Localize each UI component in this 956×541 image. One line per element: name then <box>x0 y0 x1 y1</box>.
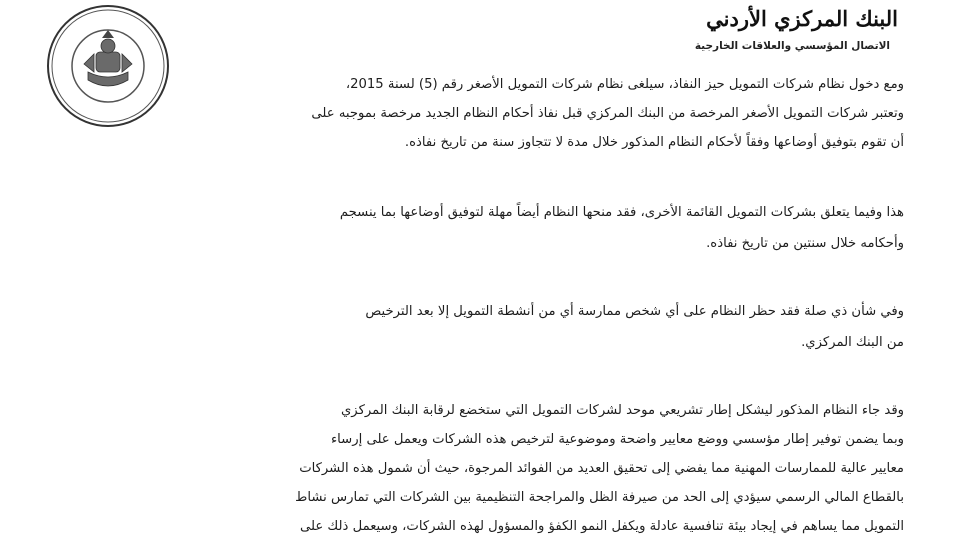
paragraph-line: ومع دخول نظام شركات التمويل حيز النفاذ، سيلغى نظام شركات التمويل الأصغر رقم (5) لسنة 2015، <box>345 77 904 92</box>
paragraph-2 <box>66 197 904 259</box>
paragraph-line: وأحكامه خلال سنتين من تاريخ نفاذه. <box>706 236 904 251</box>
paragraph-line: هذا وفيما يتعلق بشركات التمويل القائمة الأخرى، فقد منحها النظام أيضاً مهلة لتوفيق أوضاعها بما ينسجم <box>339 205 904 220</box>
paragraph-line: معايير عالية للممارسات المهنية مما يفضي إلى تحقيق العديد من الفوائد المرجوة، حيث أن شمول هذه الشركات <box>299 461 904 476</box>
paragraph-line: من البنك المركزي. <box>801 335 904 350</box>
paragraph-line: وتعتبر شركات التمويل الأصغر المرخصة من البنك المركزي قبل نفاذ أحكام النظام الجديد مرخصة بموجبه على <box>311 106 904 121</box>
bank-name-heading: البنك المركزي الأردني <box>706 6 898 31</box>
department-subheading: الاتصال المؤسسي والعلاقات الخارجية <box>694 40 890 52</box>
letterhead <box>0 0 956 62</box>
paragraph-4 <box>66 396 904 541</box>
paragraph-line: التمويل مما يساهم في إيجاد بيئة تنافسية عادلة ويكفل النمو الكفؤ والمسؤول لهذه الشركات، وسيعمل ذلك على <box>299 519 904 534</box>
paragraph-line: أن تقوم بتوفيق أوضاعها وفقاً لأحكام النظام المذكور خلال مدة لا تتجاوز سنة من تاريخ نفاذه. <box>404 135 904 150</box>
paragraph-line: بالقطاع المالي الرسمي سيؤدي إلى الحد من صيرفة الظل والمراجحة التنظيمية بين الشركات التي تمارس نشاط <box>295 490 904 505</box>
paragraph-3 <box>66 296 904 358</box>
paragraph-line: وفي شأن ذي صلة فقد حظر النظام على أي شخص ممارسة أي من أنشطة التمويل إلا بعد الترخيص <box>365 304 904 319</box>
paragraph-line: وقد جاء النظام المذكور ليشكل إطار تشريعي موحد لشركات التمويل التي ستخضع لرقابة البنك المركزي <box>340 403 904 418</box>
paragraph-1 <box>66 70 904 157</box>
paragraph-line: وبما يضمن توفير إطار مؤسسي ووضع معايير واضحة وموضوعية لترخيص هذه الشركات ويعمل على إرساء <box>330 432 904 447</box>
